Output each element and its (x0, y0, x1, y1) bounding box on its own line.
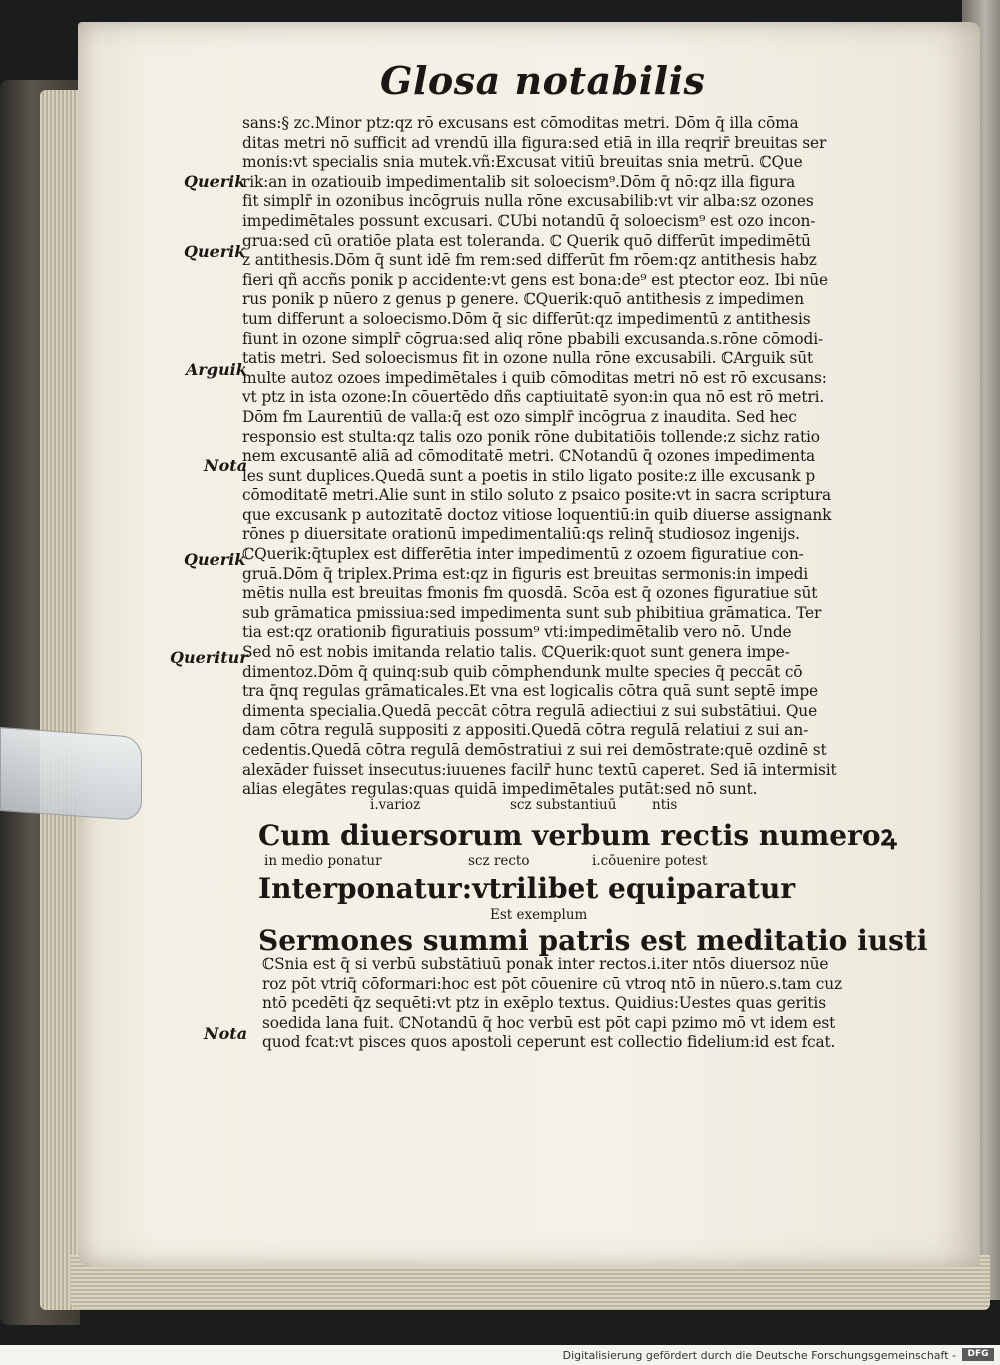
gloss-line: monis:vt specialis snia mutek.vñ:Excusat vitiū breuitas snia metrū. ℂQue (242, 153, 803, 172)
margin-note: Querik (184, 242, 246, 261)
verse-line: Sermones summi patris est meditatio iusti (258, 924, 928, 957)
margin-note: Queritur (170, 648, 248, 667)
margin-note: Querik (184, 550, 246, 569)
gloss-line: grua:sed cū oratiōe plata est toleranda. ℂ Querik quō differūt impedimētū (242, 231, 811, 250)
gloss-line: cōmoditatē metri.Alie sunt in stilo soluto z psaico posite:vt in sacra scriptura (242, 486, 831, 505)
gloss-line: vt ptz in ista ozone:In cōuertēdo dñs captiuitatē syon:in qua nō est rō metri. (242, 388, 825, 407)
gloss-line: cedentis.Quedā cōtra regulā demōstratiui z sui rei demōstrate:quē ozdinē st (242, 741, 827, 759)
clamp-bookmark (0, 727, 142, 821)
gloss-line: impedimētales possunt excusari. ℂUbi notandū q̄ soloecism⁹ est ozo incon- (242, 211, 816, 230)
gloss-line: z antithesis.Dōm q̄ sunt idē fm rem:sed differūt fm rōem:qz antithesis habz (242, 251, 817, 270)
commentary-line: roz pōt vtriq̄ cōformari:hoc est pōt cōuenire cū vtroq ntō in nūero.s.tam cuz (262, 974, 842, 993)
margin-note: Arguik (186, 360, 247, 379)
interlinear-gloss: Est exemplum (490, 907, 588, 923)
gloss-line: responsio est stulta:qz talis ozo ponik rōne dubitatiōis tollende:z sichz ratio (242, 427, 820, 446)
gloss-line: tatis metri. Sed soloecismus fit in ozone nulla rōne excusabili. ℂArguik sūt (242, 349, 814, 368)
commentary-line: ntō pcedēti q̄z sequēti:vt ptz in exēplo textus. Quidius:Uestes quas geritis (262, 994, 826, 1013)
interlinear-gloss: i.cōuenire potest (592, 853, 708, 869)
page-heading: Glosa notabilis (380, 58, 706, 103)
gloss-line: tia est:qz orationib̄ figuratiuis possum⁹ vti:impedimētalib̄ vero nō. Unde (242, 623, 792, 642)
gloss-line: mētis nulla est breuitas fmonis fm quosdā. Scōa est q̄ ozones figuratiue sūt (242, 584, 818, 603)
gloss-line: rōnes p diuersitate orationū impedimentaliū:qs relinq̄ studiosoz ingenijs. (242, 525, 800, 544)
interlinear-gloss: in medio ponatur (264, 853, 382, 869)
commentary-line: soedida lana fuit. ℂNotandū q̄ hoc verbū est pōt capi pzimo mō vt idem est (262, 1013, 836, 1032)
gloss-line: alias elegātes regulas:quas quidā impedimētales putāt:sed nō sunt. (242, 780, 758, 799)
interlinear-gloss: i.varioz (370, 797, 421, 813)
margin-note: Nota (204, 456, 248, 475)
gloss-line: Sed nō est nobis imitanda relatio talis. ℂQuerik:quot sunt genera impe- (242, 643, 790, 662)
gloss-line: sans:§ zc.Minor ptz:qz rō excusans est cōmoditas metri. Dōm q̄ illa cōma (242, 114, 799, 132)
verse-line: Cum diuersorum verbum rectis numeroꝝ (258, 819, 897, 852)
gloss-line: que excusank p autozitatē doctoz vitiose loquentiū:in quib̄ diuerse assignank (242, 505, 832, 524)
commentary-line: ℂSnia est q̄ si verbū substātiuū ponak inter rectos.i.iter ntōs diuersoz nūe (262, 955, 829, 973)
gloss-line: les sunt duplices.Quedā sunt a poetis in stilo ligato posite:z ille excusank p (242, 466, 816, 485)
gloss-line: dimentoz.Dōm q̄ quinq:sub quib̄ cōmphendunk multe species q̄ peccāt cō (242, 662, 803, 681)
gloss-line: tum differunt a soloecismo.Dōm q̄ sic differūt:qz impedimentū z antithesis (242, 309, 811, 328)
gloss-line: dimenta specialia.Quedā peccāt cōtra regulā adiectiui z sui substātiui. Que (242, 701, 818, 720)
gloss-line: alexāder fuisset insecutus:iuuenes facilr̄ hunc textū caperet. Sed iā intermisit (242, 760, 837, 779)
gloss-line: tra q̄nq regulas grāmaticales.Et vna est logicalis cōtra quā sunt septē impe (242, 682, 818, 701)
gloss-line: fiunt in ozone simplr̄ cōgrua:sed aliq rōne pbabili excusanda.s.rōne cōmodi- (242, 329, 824, 348)
gloss-line: fit simplr̄ in ozonibus incōgruis nulla rōne excusabilib̄:vt vir alba:sz ozones (242, 192, 814, 211)
funding-credit: Digitalisierung gefördert durch die Deutsche Forschungsgemeinschaft - (562, 1349, 956, 1362)
commentary-text (262, 955, 870, 1053)
dfg-logo: DFG (962, 1348, 994, 1361)
verse-line: Interponatur:vtrilibet equiparatur (258, 872, 796, 905)
margin-note: Querik (184, 172, 246, 191)
gloss-line: Dōm fm Laurentiū de valla:q̄ est ozo simplr̄ incōgrua z inaudita. Sed hec (242, 407, 797, 426)
interlinear-gloss: scz substantiuū (510, 797, 617, 813)
commentary-line: quod fcat:vt pisces quos apostoli ceperunt est collectio fidelium:id est fcat. (262, 1033, 836, 1052)
gloss-line: sub grāmatica pmissiua:sed impedimenta sunt sub phibitiua grāmatica. Ter (242, 603, 822, 622)
gloss-text (242, 114, 870, 800)
gloss-line: rik:an in ozatiouib̄ impedimentalib̄ sit soloecism⁹.Dōm q̄ nō:qz illa figura (242, 172, 796, 191)
gloss-line: ditas metri nō sufficit ad vrendū illa figura:sed etiā in illa reqrir̄ breuitas ser (242, 133, 827, 152)
gloss-line: gruā.Dōm q̄ triplex.Prima est:qz in figuris est breuitas sermonis:in impedi (242, 564, 809, 583)
gloss-line: ℂQuerik:q̄tuplex est differētia inter impedimentū z ozoem figuratiue con- (242, 545, 804, 564)
gloss-line: rus ponik p nūero z genus p genere. ℂQuerik:quō antithesis z impedimen (242, 290, 804, 309)
margin-note: Nota (204, 1024, 248, 1043)
gloss-line: nem excusantē aliā ad cōmoditatē metri. ℂNotandū q̄ ozones impedimenta (242, 447, 816, 466)
interlinear-gloss: scz recto (468, 853, 530, 869)
gloss-line: dam cōtra regulā suppositi z appositi.Quedā cōtra regulā relatiui z sui an- (242, 721, 809, 740)
gloss-line: multe autoz ozoes impedimētales i quib̄ cōmoditas metri nō est rō excusans: (242, 368, 827, 387)
interlinear-gloss: ntis (652, 797, 678, 813)
gloss-line: fieri qñ accñs ponik p accidente:vt gens est bona:de⁹ est ptector eoz. Ibi nūe (242, 270, 829, 289)
